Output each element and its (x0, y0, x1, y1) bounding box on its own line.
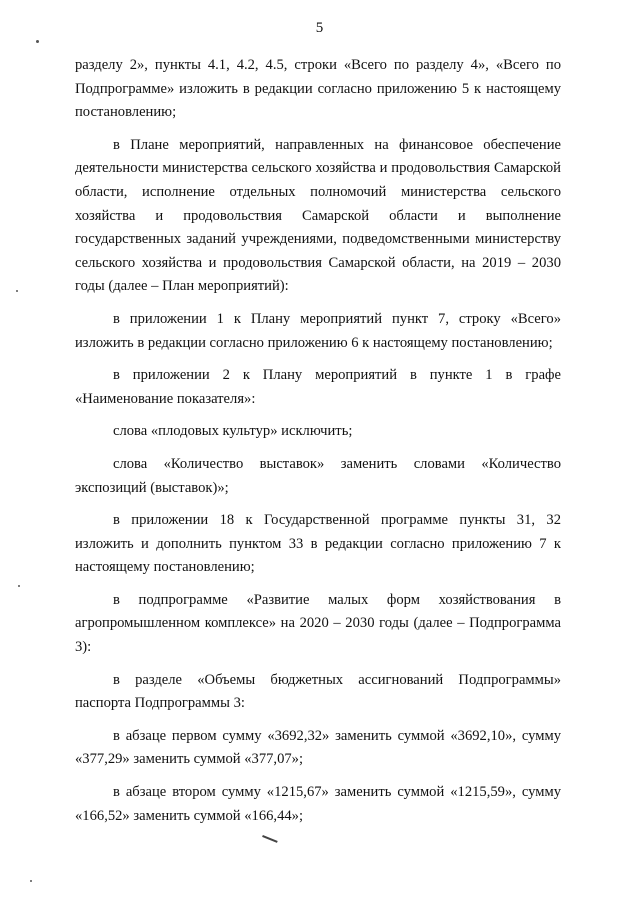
paragraph-3: в приложении 1 к Плану мероприятий пункт 7, строку «Всего» изложить в редакции согласно приложению 6 к настоящему постановлению; (75, 310, 561, 351)
paragraph-4: в приложении 2 к Плану мероприятий в пункте 1 в графе «Наименование показателя»: (75, 367, 561, 407)
paragraph-10: в абзаце первом сумму «3692,32» заменить суммой «3692,10», сумму «377,29» заменить суммой «377,07»; (75, 727, 561, 768)
paragraph-9: в разделе «Объемы бюджетных ассигнований Подпрограммы» паспорта Подпрограммы 3: (75, 671, 561, 712)
document-body (75, 54, 561, 828)
scan-speck (16, 290, 18, 292)
paragraph-7: в приложении 18 к Государственной программе пункты 31, 32 изложить и дополнить пунктом 33 в редакции согласно приложению 7 к настоящему постановлению; (75, 512, 561, 576)
paragraph-8: в подпрограмме «Развитие малых форм хозяйствования в агропромышленном комплексе» на 2020 – 2030 годы (далее – Подпрограмма 3): (75, 591, 561, 656)
scan-speck (30, 880, 32, 882)
scan-speck (36, 40, 39, 43)
page-number: 5 (315, 20, 324, 36)
paragraph-5: слова «плодовых культур» исключить; (113, 423, 353, 440)
scan-speck (18, 585, 20, 587)
paragraph-6: слова «Количество выставок» заменить словами «Количество экспозиций (выставок)»; (75, 455, 561, 496)
scan-stroke (262, 835, 277, 842)
paragraph-2: в Плане мероприятий, направленных на финансовое обеспечение деятельности министерства сельского хозяйства и продовольствия Самарской области, исполнение отдельных полномочий министерства сельского хозяйства и продовольствия Самарской области и выполнение государственных заданий учреждениями, подведомственными министерству сельского хозяйства и продовольствия Самарской области, на 2019 – 2030 годы (далее – План мероприятий): (75, 136, 561, 295)
paragraph-1: разделу 2», пункты 4.1, 4.2, 4.5, строки «Всего по разделу 4», «Всего по Подпрограмме» изложить в редакции согласно приложению 5 к настоящему постановлению; (75, 57, 561, 121)
paragraph-11: в абзаце втором сумму «1215,67» заменить суммой «1215,59», сумму «166,52» заменить суммой «166,44»; (75, 784, 561, 824)
